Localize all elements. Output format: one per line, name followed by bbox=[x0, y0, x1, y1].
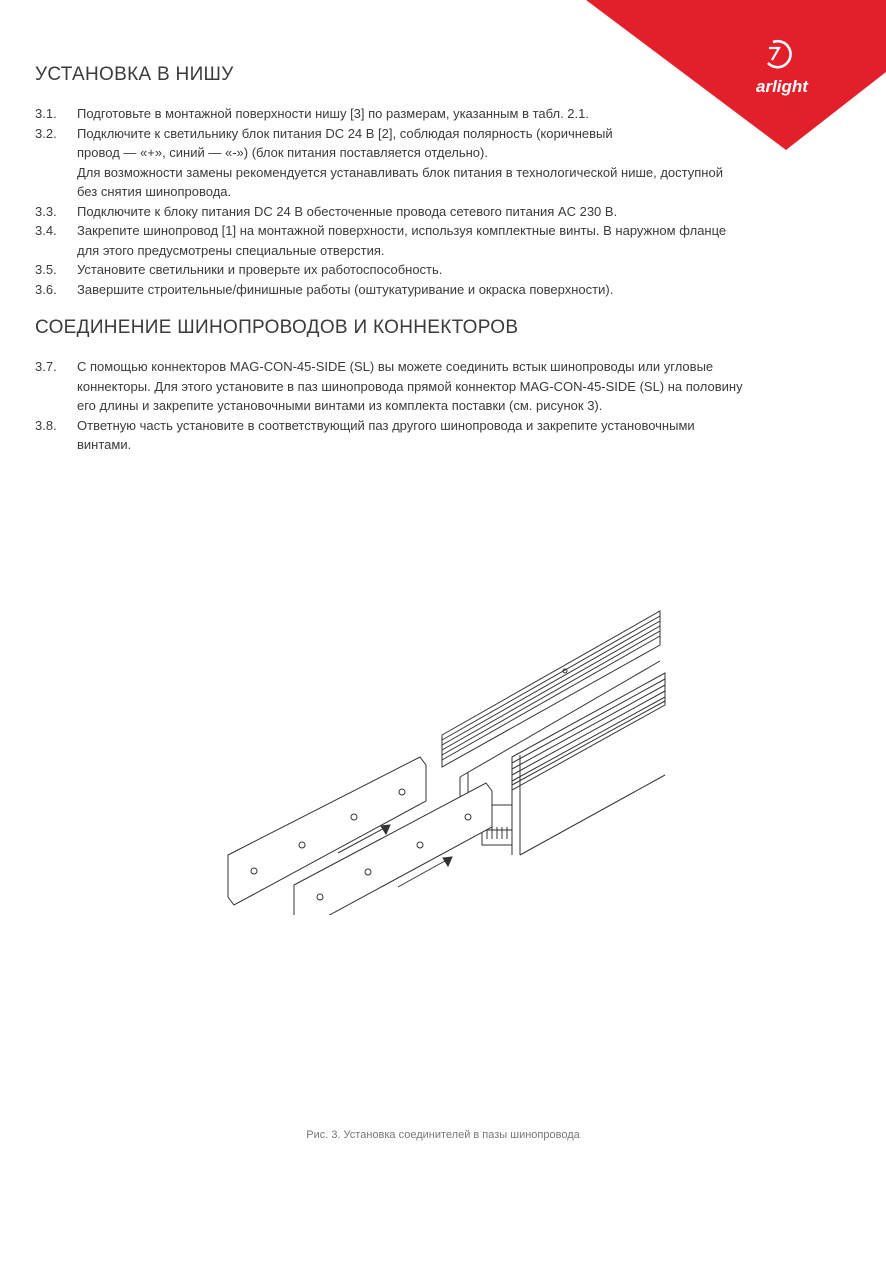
item-number: 3.3. bbox=[35, 203, 57, 219]
item-text: для этого предусмотрены специальные отверстия. bbox=[77, 242, 385, 258]
section1-list bbox=[35, 104, 835, 299]
item-text: Ответную часть установите в соответствующий паз другого шинопровода и закрепите установочными bbox=[77, 417, 695, 433]
list-item bbox=[35, 280, 835, 300]
item-number: 3.8. bbox=[35, 417, 57, 433]
list-item bbox=[35, 260, 835, 280]
item-number: 3.6. bbox=[35, 281, 57, 297]
section2-list bbox=[35, 357, 835, 455]
item-text: Подготовьте в монтажной поверхности нишу [3] по размерам, указанным в табл. 2.1. bbox=[77, 106, 589, 121]
item-number: 3.1. bbox=[35, 106, 57, 121]
list-item bbox=[35, 357, 835, 416]
item-text: Установите светильники и проверьте их работоспособность. bbox=[77, 262, 443, 277]
list-item bbox=[35, 124, 835, 202]
item-text: провод — «+», синий — «-») (блок питания поставляется отдельно). bbox=[77, 145, 488, 160]
list-item bbox=[35, 104, 835, 124]
item-text: Для возможности замены рекомендуется устанавливать блок питания в технологической нише, доступной bbox=[77, 164, 723, 180]
list-item bbox=[35, 221, 835, 260]
item-text: коннекторы. Для этого установите в паз шинопровода прямой коннектор MAG-CON-45-SIDE (SL) на половину bbox=[77, 378, 743, 394]
list-item bbox=[35, 416, 835, 455]
item-text: Закрепите шинопровод [1] на монтажной поверхности, используя комплектные винты. В наружном фланце bbox=[77, 223, 727, 238]
item-text: Подключите к светильнику блок питания DC 24 В [2], соблюдая полярность (коричневый bbox=[77, 125, 613, 141]
section-title-niche-install: УСТАНОВКА В НИШУ bbox=[35, 64, 234, 85]
figure-caption: Рис. 3. Установка соединителей в пазы шинопровода bbox=[306, 1129, 580, 1141]
section-title-connectors: СОЕДИНЕНИЕ ШИНОПРОВОДОВ И КОННЕКТОРОВ bbox=[35, 317, 519, 338]
list-item bbox=[35, 202, 835, 222]
item-text: винтами. bbox=[77, 437, 132, 452]
item-text: Завершите строительные/финишные работы (оштукатуривание и окраска поверхности). bbox=[77, 281, 614, 297]
item-text: С помощью коннекторов MAG-CON-45-SIDE (SL) вы можете соединить встык шинопроводы или угловые bbox=[77, 359, 714, 374]
item-number: 3.4. bbox=[35, 223, 57, 238]
item-text: Подключите к блоку питания DC 24 В обесточенные провода сетевого питания AC 230 В. bbox=[77, 203, 618, 219]
logo-text: arlight bbox=[756, 77, 808, 96]
item-text: его длины и закрепите установочными винтами из комплекта поставки (см. рисунок 3). bbox=[77, 398, 603, 413]
item-text: без снятия шинопровода. bbox=[77, 184, 232, 199]
item-number: 3.7. bbox=[35, 359, 57, 374]
connector-installation-figure bbox=[220, 605, 670, 915]
item-number: 3.2. bbox=[35, 125, 57, 141]
item-number: 3.5. bbox=[35, 262, 57, 277]
